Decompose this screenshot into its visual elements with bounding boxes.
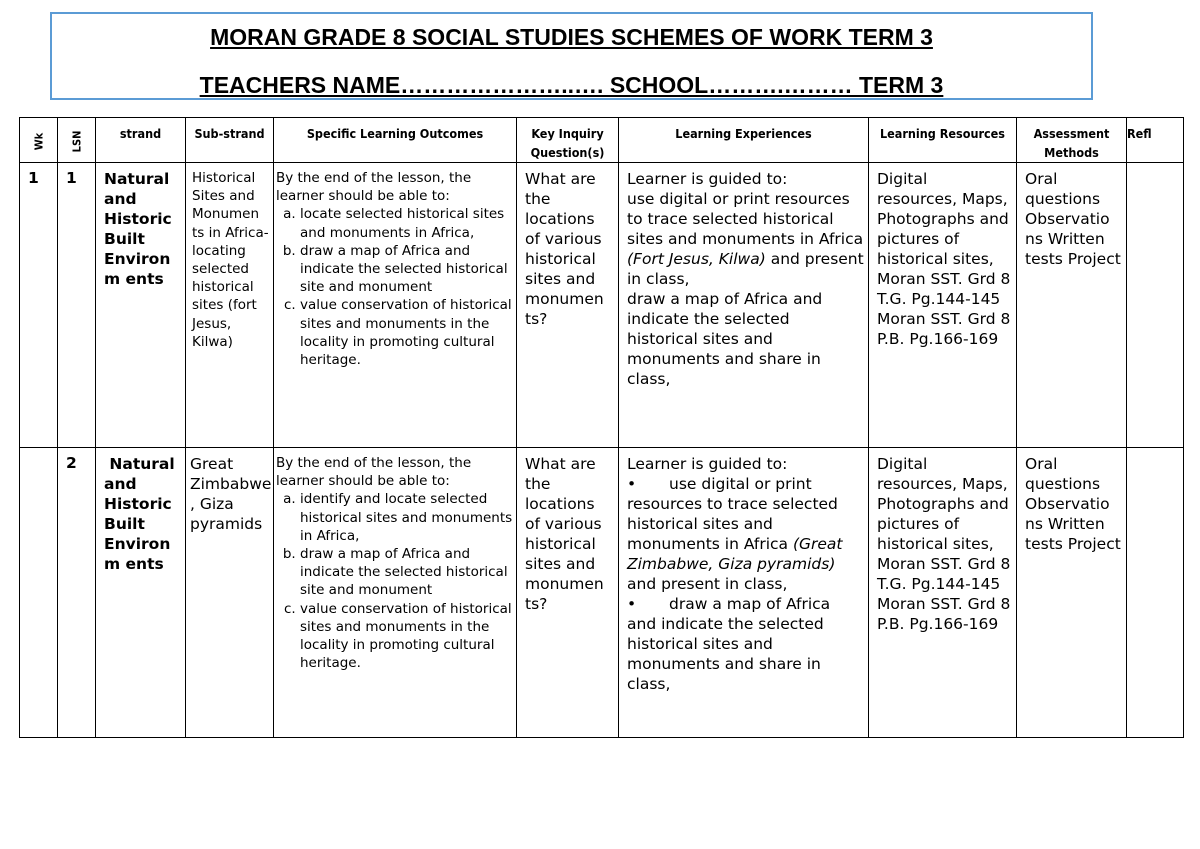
header-refl: Refl [1127,118,1184,163]
header-outcomes: Specific Learning Outcomes [274,118,517,163]
resources-cell: Digital resources, Maps, Photographs and pictures of historical sites, Moran SST. Grd 8 T.G. Pg.144-145 Moran SST. Grd 8 P.B. Pg.166-169 [869,448,1017,738]
outcomes-intro: By the end of the lesson, the learner should be able to: [276,455,472,490]
assessment-cell: Oral questions Observatio ns Written tests Project [1017,448,1127,738]
substrand-cell: Great Zimbabwe , Giza pyramids [186,448,274,738]
header-inquiry: Key Inquiry Question(s) [517,118,619,163]
resources-cell: Digital resources, Maps, Photographs and pictures of historical sites, Moran SST. Grd 8 T.G. Pg.144-145 Moran SST. Grd 8 P.B. Pg.166-169 [869,163,1017,448]
inquiry-cell: What are the locations of various historical sites and monumen ts? [517,448,619,738]
outcome-item: b. draw a map of Africa and indicate the selected historical site and monument [300,545,514,600]
reflection-cell [1127,163,1184,448]
outcomes-cell [274,163,517,448]
experiences-intro: Learner is guided to: [627,455,788,473]
week-cell: 1 [20,163,58,448]
outcome-item: c. value conservation of historical sites and monuments in the locality in promoting cultural heritage. [300,600,514,673]
header-strand: strand [96,118,186,163]
strand-cell: Natural and Historic Built Environ m ents [96,163,186,448]
outcome-item: a. locate selected historical sites and monuments in Africa, [300,205,514,241]
reflection-cell [1127,448,1184,738]
outcomes-list [276,205,514,369]
experience-item: draw a map of Africa and indicate the selected historical sites and monuments and share in class, [627,290,823,388]
header-experiences: Learning Experiences [619,118,869,163]
experience-item: • use digital or print resources to trace selected historical sites and monuments in Africa (Great Zimbabwe, Giza pyramids) and present in class, [627,474,864,594]
outcome-item: b. draw a map of Africa and indicate the selected historical site and monument [300,242,514,297]
header-resources: Learning Resources [869,118,1017,163]
header-wk: Wk [20,118,58,163]
header-substrand: Sub-strand [186,118,274,163]
outcomes-intro: By the end of the lesson, the learner should be able to: [276,170,472,205]
outcome-item: a. identify and locate selected historical sites and monuments in Africa, [300,490,514,545]
strand-cell: Natural and Historic Built Environ m ents [96,448,186,738]
teacher-school-line: TEACHERS NAME…………………..…. SCHOOL……….……… TERM 3 [199,72,944,98]
table-row [20,163,1184,448]
experience-item: • draw a map of Africa and indicate the selected historical sites and monuments and share in class, [627,594,864,694]
bullet-icon [627,475,669,493]
lesson-cell: 2 [58,448,96,738]
document-title: MORAN GRADE 8 SOCIAL STUDIES SCHEMES OF WORK TERM 3 [210,24,933,50]
header-lsn: LSN [58,118,96,163]
substrand-cell: Historical Sites and Monumen ts in Africa- locating selected historical sites (fort Jesus, Kilwa) [186,163,274,448]
experiences-cell [619,448,869,738]
scheme-table [19,117,1184,738]
experiences-intro: Learner is guided to: [627,170,788,188]
title-box [50,12,1093,100]
outcome-item: c. value conservation of historical sites and monuments in the locality in promoting cultural heritage. [300,296,514,369]
table-row [20,448,1184,738]
bullet-icon [627,595,669,613]
week-cell [20,448,58,738]
outcomes-list [276,490,514,672]
experiences-cell [619,163,869,448]
lesson-cell: 1 [58,163,96,448]
assessment-cell: Oral questions Observatio ns Written tests Project [1017,163,1127,448]
header-assessment: Assessment Methods [1017,118,1127,163]
experience-item: use digital or print resources to trace selected historical sites and monuments in Africa (Fort Jesus, Kilwa) and present in class, [627,190,864,288]
inquiry-cell: What are the locations of various historical sites and monumen ts? [517,163,619,448]
header-row [20,118,1184,163]
outcomes-cell [274,448,517,738]
